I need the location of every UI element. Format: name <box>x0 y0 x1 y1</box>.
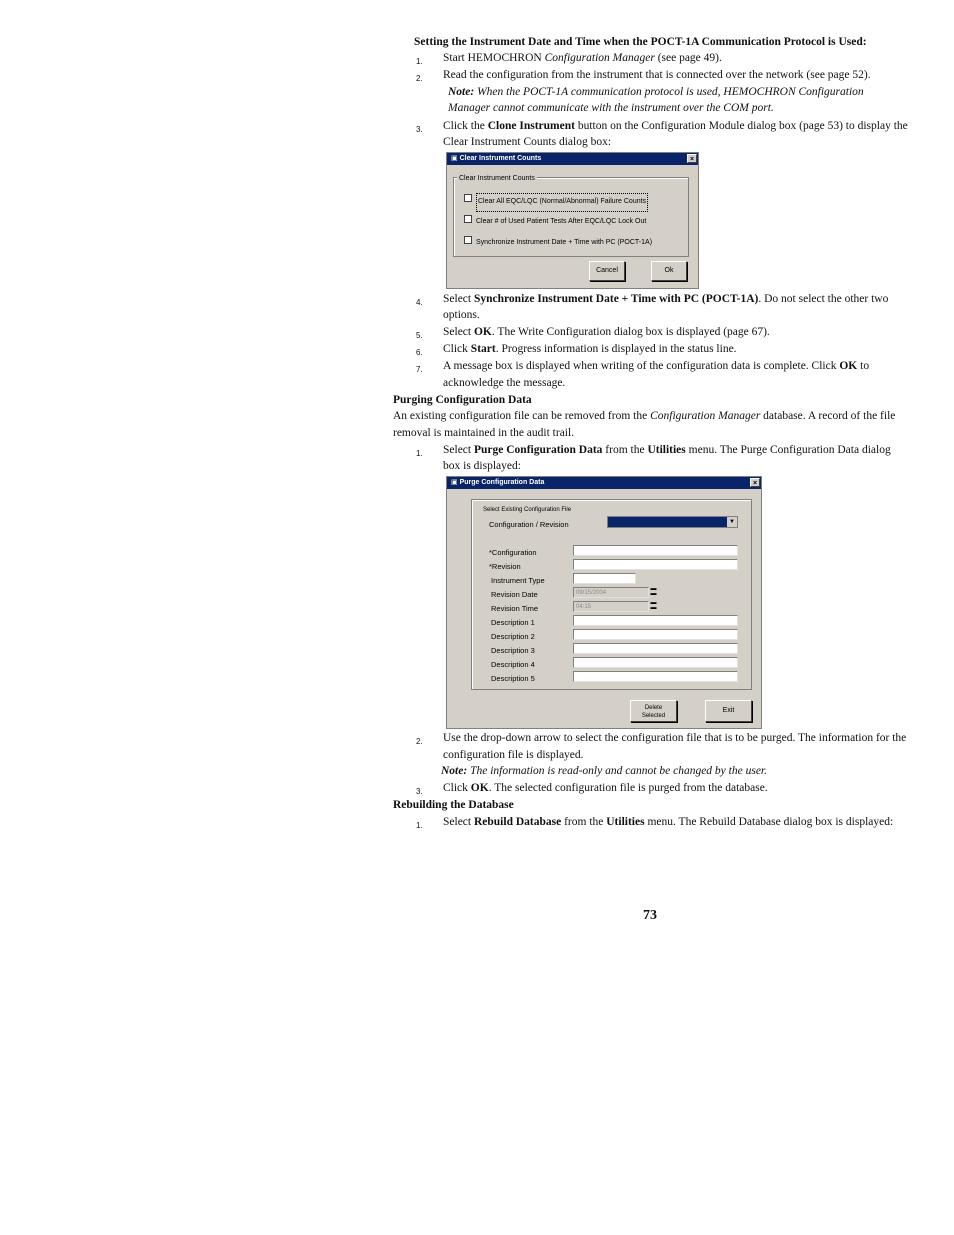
close-icon[interactable]: × <box>687 154 697 163</box>
paragraph: removal is maintained in the audit trail. <box>393 427 575 439</box>
page-number: 73 <box>643 908 657 923</box>
field-label: Revision Date <box>491 590 538 599</box>
ok-button[interactable]: Ok <box>651 261 687 281</box>
dialog-titlebar <box>447 153 698 165</box>
configuration-field[interactable] <box>573 545 738 556</box>
field-label: Description 3 <box>491 646 535 655</box>
step-number: 3. <box>416 125 423 134</box>
paragraph: An existing configuration file can be removed from the Configuration Manager database. A record of the file <box>393 410 896 422</box>
step-number: 2. <box>416 737 423 746</box>
step-number: 2. <box>416 74 423 83</box>
dialog-title: Clear Instrument Counts <box>459 155 542 162</box>
date-spinner-icon: ▬ ▬ <box>650 586 657 597</box>
step-text: A message box is displayed when writing of the configuration data is complete. Click OK to <box>443 360 870 372</box>
step-text: Click the Clone Instrument button on the Configuration Module dialog box (page 53) to display the <box>443 120 908 132</box>
step-number: 5. <box>416 331 423 340</box>
step-number: 1. <box>416 821 423 830</box>
field-label: *Configuration <box>489 548 537 557</box>
note-text: Note: When the POCT-1A communication protocol is used, HEMOCHRON Configuration <box>448 86 864 98</box>
group-label: Select Existing Configuration File <box>481 502 573 519</box>
note-text: Note: The information is read-only and cannot be changed by the user. <box>441 765 767 777</box>
description-5-field[interactable] <box>573 671 738 682</box>
step-text: Read the configuration from the instrument that is connected over the network (see page 52). <box>443 69 871 81</box>
checkbox-label: Clear All EQC/LQC (Normal/Abnormal) Failure Counts <box>476 193 648 212</box>
field-label: Description 1 <box>491 618 535 627</box>
description-1-field[interactable] <box>573 615 738 626</box>
dialog-title: Purge Configuration Data <box>459 479 545 486</box>
step-text: Use the drop-down arrow to select the configuration file that is to be purged. The information for the <box>443 732 907 744</box>
step-text: options. <box>443 309 480 321</box>
field-label: Instrument Type <box>491 576 545 585</box>
step-text: box is displayed: <box>443 460 521 472</box>
step-text: configuration file is displayed. <box>443 749 584 761</box>
group-label: Clear Instrument Counts <box>457 171 537 188</box>
revision-date-field: 09/15/2004 <box>573 587 649 598</box>
close-icon[interactable]: × <box>750 478 760 487</box>
step-text: Select Synchronize Instrument Date + Time with PC (POCT-1A). Do not select the other two <box>443 293 889 305</box>
configuration-revision-dropdown[interactable] <box>607 516 738 528</box>
button-label: Selected <box>641 713 666 719</box>
field-label: Description 2 <box>491 632 535 641</box>
chevron-down-icon[interactable]: ▼ <box>727 517 737 527</box>
app-icon: ▣ <box>451 155 460 162</box>
purge-configuration-dialog <box>446 476 762 729</box>
field-label: Revision Time <box>491 604 539 613</box>
field-label: Description 4 <box>491 660 535 669</box>
step-number: 1. <box>416 57 423 66</box>
instrument-type-field[interactable] <box>573 573 636 584</box>
step-text: Select OK. The Write Configuration dialog box is displayed (page 67). <box>443 326 770 338</box>
note-text: Manager cannot communicate with the instrument over the COM port. <box>448 102 774 114</box>
section-heading-set-date-time: Setting the Instrument Date and Time when the POCT-1A Communication Protocol is Used: <box>414 36 867 48</box>
checkbox-label: Clear # of Used Patient Tests After EQC/LQC Lock Out <box>476 218 647 225</box>
step-number: 4. <box>416 298 423 307</box>
step-text: Clear Instrument Counts dialog box: <box>443 136 612 148</box>
step-text: Click OK. The selected configuration file is purged from the database. <box>443 782 768 794</box>
app-icon: ▣ <box>451 479 460 486</box>
clear-used-tests-checkbox[interactable] <box>464 215 472 223</box>
step-number: 1. <box>416 449 423 458</box>
exit-button[interactable]: Exit <box>705 700 752 722</box>
step-text: Select Rebuild Database from the Utilities menu. The Rebuild Database dialog box is displayed: <box>443 816 894 828</box>
section-heading-rebuilding: Rebuilding the Database <box>393 799 514 811</box>
synchronize-date-time-checkbox[interactable] <box>464 236 472 244</box>
time-spinner-icon: ▬ ▬ <box>650 600 657 611</box>
description-3-field[interactable] <box>573 643 738 654</box>
dialog-titlebar <box>447 477 761 489</box>
clear-instrument-counts-dialog <box>446 152 699 289</box>
button-label: Delete <box>644 705 663 711</box>
field-label: Description 5 <box>491 674 535 683</box>
revision-field[interactable] <box>573 559 738 570</box>
step-number: 6. <box>416 348 423 357</box>
step-number: 7. <box>416 365 423 374</box>
description-4-field[interactable] <box>573 657 738 668</box>
description-2-field[interactable] <box>573 629 738 640</box>
clear-failure-counts-checkbox[interactable] <box>464 194 472 202</box>
cancel-button[interactable]: Cancel <box>589 261 625 281</box>
step-text: Start HEMOCHRON Configuration Manager (see page 49). <box>443 52 722 64</box>
step-number: 3. <box>416 787 423 796</box>
field-label: *Revision <box>489 562 521 571</box>
step-text: acknowledge the message. <box>443 377 566 389</box>
checkbox-label: Synchronize Instrument Date + Time with PC (POCT-1A) <box>476 239 653 246</box>
revision-time-field: 04:15 <box>573 601 649 612</box>
step-text: Click Start. Progress information is displayed in the status line. <box>443 343 737 355</box>
section-heading-purging: Purging Configuration Data <box>393 394 532 406</box>
combo-label: Configuration / Revision <box>489 520 569 529</box>
step-text: Select Purge Configuration Data from the Utilities menu. The Purge Configuration Data dialog <box>443 444 891 456</box>
delete-selected-button[interactable] <box>630 700 677 722</box>
